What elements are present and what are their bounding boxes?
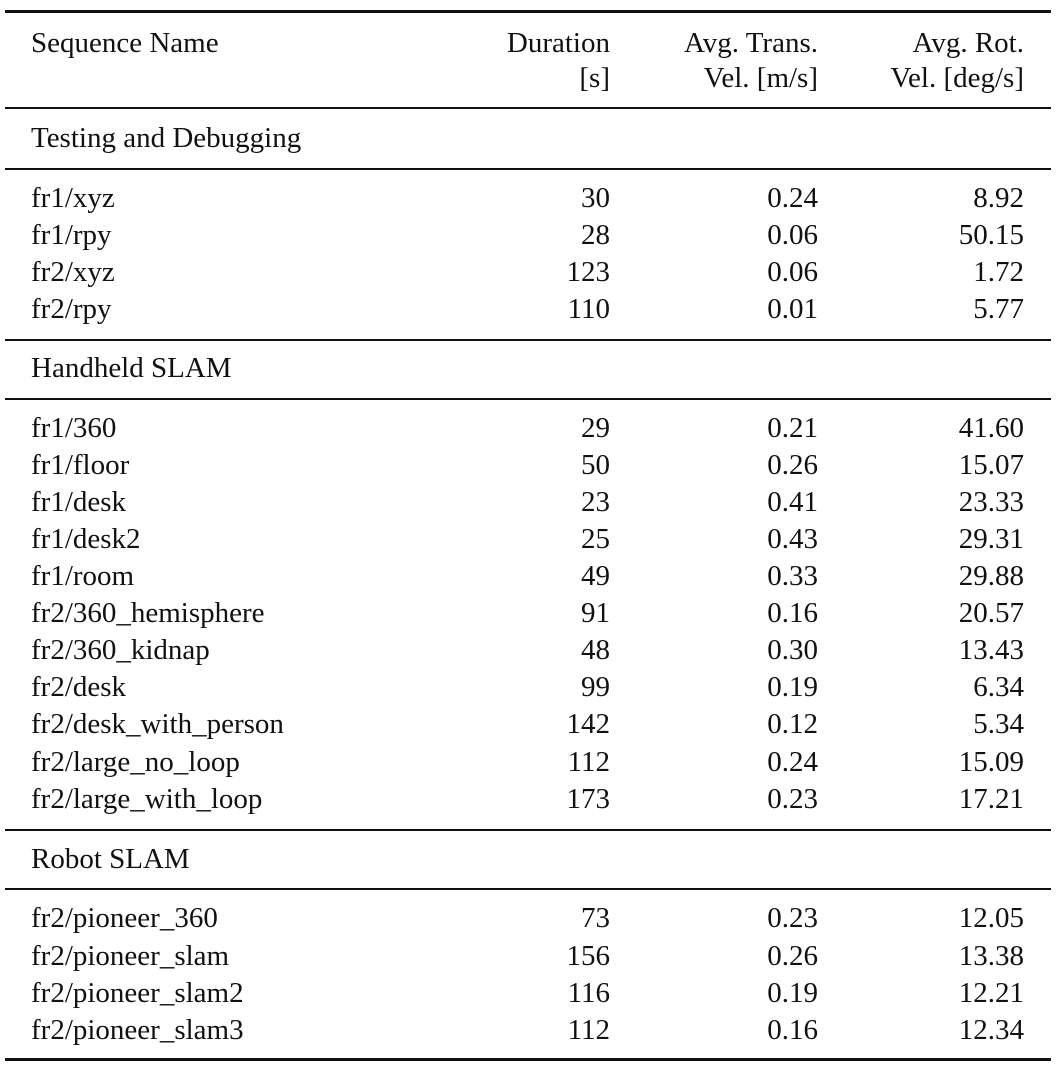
row-name: fr1/desk (31, 486, 127, 518)
row-duration: 110 (567, 293, 610, 325)
row-trans-vel: 0.16 (767, 1014, 818, 1046)
row-duration: 30 (581, 182, 610, 214)
row-name: fr1/xyz (31, 182, 115, 214)
row-trans-vel: 0.19 (767, 977, 818, 1009)
row-rot-vel: 29.88 (958, 560, 1024, 592)
row-name: fr2/360_kidnap (31, 634, 210, 666)
row-rot-vel: 8.92 (973, 182, 1024, 214)
row-name: fr2/pioneer_360 (31, 902, 218, 934)
header-sequence-name: Sequence Name (31, 27, 219, 59)
row-name: fr1/floor (31, 449, 130, 481)
section-rule (5, 888, 1051, 890)
row-rot-vel: 17.21 (958, 783, 1024, 815)
row-rot-vel: 20.57 (958, 597, 1024, 629)
row-name: fr2/360_hemisphere (31, 597, 265, 629)
row-name: fr2/desk_with_person (31, 708, 284, 740)
row-rot-vel: 1.72 (973, 256, 1024, 288)
row-rot-vel: 29.31 (958, 523, 1024, 555)
row-rot-vel: 12.21 (958, 977, 1024, 1009)
row-trans-vel: 0.06 (767, 219, 818, 251)
row-duration: 142 (566, 708, 610, 740)
row-trans-vel: 0.23 (767, 783, 818, 815)
row-name: fr2/pioneer_slam3 (31, 1014, 244, 1046)
table-bottom-rule (5, 1058, 1051, 1061)
row-duration: 73 (581, 902, 610, 934)
row-duration: 50 (581, 449, 610, 481)
row-name: fr2/pioneer_slam (31, 940, 230, 972)
row-name: fr2/rpy (31, 293, 112, 325)
header-duration-line2: [s] (579, 62, 610, 94)
row-trans-vel: 0.19 (767, 671, 818, 703)
row-trans-vel: 0.12 (767, 708, 818, 740)
row-trans-vel: 0.23 (767, 902, 818, 934)
row-rot-vel: 15.07 (958, 449, 1024, 481)
row-duration: 99 (581, 671, 610, 703)
row-name: fr1/rpy (31, 219, 112, 251)
row-duration: 23 (581, 486, 610, 518)
row-rot-vel: 5.34 (973, 708, 1024, 740)
section-rule (5, 398, 1051, 400)
section-rule (5, 829, 1051, 831)
header-trans-line2: Vel. [m/s] (703, 62, 818, 94)
row-name: fr2/xyz (31, 256, 115, 288)
row-trans-vel: 0.30 (767, 634, 818, 666)
header-rot-line2: Vel. [deg/s] (890, 62, 1024, 94)
row-trans-vel: 0.26 (767, 940, 818, 972)
row-name: fr1/360 (31, 412, 117, 444)
row-duration: 91 (581, 597, 610, 629)
row-rot-vel: 13.38 (958, 940, 1024, 972)
row-name: fr2/desk (31, 671, 127, 703)
row-duration: 116 (567, 977, 610, 1009)
row-rot-vel: 23.33 (958, 486, 1024, 518)
section-rule (5, 168, 1051, 170)
row-duration: 112 (567, 1014, 610, 1046)
row-duration: 156 (566, 940, 610, 972)
row-name: fr1/room (31, 560, 135, 592)
row-name: fr2/large_with_loop (31, 783, 263, 815)
row-duration: 123 (566, 256, 610, 288)
row-trans-vel: 0.43 (767, 523, 818, 555)
row-trans-vel: 0.26 (767, 449, 818, 481)
row-duration: 28 (581, 219, 610, 251)
row-rot-vel: 41.60 (958, 412, 1024, 444)
section-title: Robot SLAM (31, 843, 190, 875)
row-trans-vel: 0.21 (767, 412, 818, 444)
row-trans-vel: 0.16 (767, 597, 818, 629)
row-duration: 112 (567, 746, 610, 778)
row-rot-vel: 12.05 (958, 902, 1024, 934)
section-title: Testing and Debugging (31, 122, 302, 154)
row-duration: 25 (581, 523, 610, 555)
row-rot-vel: 50.15 (958, 219, 1024, 251)
table-top-rule (5, 10, 1051, 13)
header-duration-line1: Duration (506, 27, 610, 59)
row-rot-vel: 12.34 (958, 1014, 1024, 1046)
row-trans-vel: 0.24 (767, 746, 818, 778)
row-trans-vel: 0.06 (767, 256, 818, 288)
section-title: Handheld SLAM (31, 352, 232, 384)
row-trans-vel: 0.33 (767, 560, 818, 592)
row-trans-vel: 0.41 (767, 486, 818, 518)
row-rot-vel: 5.77 (973, 293, 1024, 325)
row-trans-vel: 0.01 (767, 293, 818, 325)
row-rot-vel: 13.43 (958, 634, 1024, 666)
header-rot-line1: Avg. Rot. (912, 27, 1024, 59)
row-duration: 173 (566, 783, 610, 815)
section-rule (5, 339, 1051, 341)
row-rot-vel: 6.34 (973, 671, 1024, 703)
row-duration: 29 (581, 412, 610, 444)
row-rot-vel: 15.09 (958, 746, 1024, 778)
row-trans-vel: 0.24 (767, 182, 818, 214)
row-duration: 49 (581, 560, 610, 592)
header-rule (5, 107, 1051, 109)
row-duration: 48 (581, 634, 610, 666)
header-trans-line1: Avg. Trans. (683, 27, 818, 59)
row-name: fr2/large_no_loop (31, 746, 240, 778)
row-name: fr2/pioneer_slam2 (31, 977, 244, 1009)
row-name: fr1/desk2 (31, 523, 141, 555)
